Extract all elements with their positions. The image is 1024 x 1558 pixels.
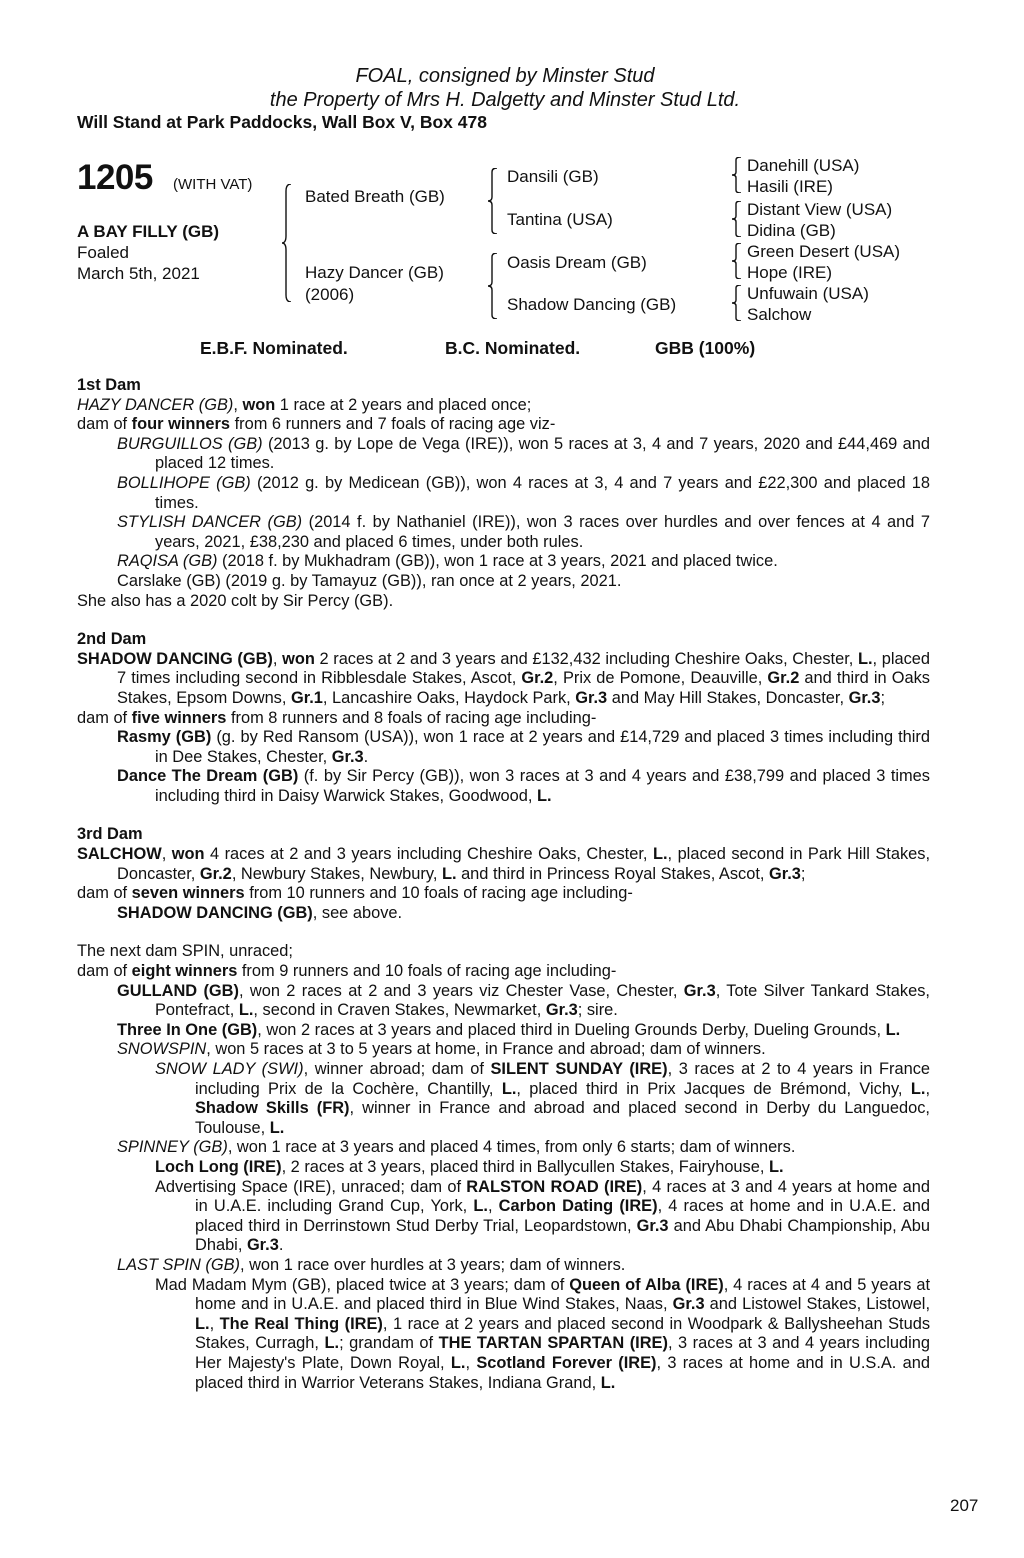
- entry-text: , 3 races at home and in U.S.A. and placed third in Warrior Veterans Stakes, Indiana Grand,: [195, 1353, 930, 1392]
- bold-text: Scotland Forever (IRE): [476, 1353, 657, 1372]
- progeny-entry: [77, 1158, 930, 1178]
- dam-section: [77, 630, 930, 806]
- bold-text: Gr.3: [246, 1236, 279, 1255]
- entry-text: , 4 races at 4 and 5 years at home and in U.A.E. and placed third in Blue Wind Stakes, Naas,: [195, 1275, 930, 1314]
- bold-text: L.: [195, 1314, 210, 1333]
- entry-text: and third in Princess Royal Stakes, Ascot,: [456, 864, 769, 883]
- bold-text: Gr.3: [575, 688, 608, 707]
- entry-text: (2018 f. by Mukhadram (GB)), won 1 race at 3 years, 2021 and placed twice.: [217, 552, 778, 571]
- bold-text: THE TARTAN SPARTAN (IRE): [438, 1334, 668, 1353]
- pedigree-brace: [731, 285, 743, 321]
- pedigree-brace: [487, 168, 499, 234]
- lot-description: A BAY FILLY (GB): [77, 222, 220, 241]
- bold-text: SILENT SUNDAY (IRE): [490, 1060, 668, 1078]
- bold-text: Gr.3: [848, 688, 881, 707]
- bold-text: L.: [652, 845, 668, 864]
- bold-text: L.: [910, 1079, 926, 1098]
- dam-section: [77, 376, 930, 611]
- pedigree-dam-year: (2006): [305, 285, 355, 304]
- entry-text: ;: [880, 688, 886, 707]
- progeny-entry: [77, 982, 930, 1021]
- section-heading: 2nd Dam: [77, 630, 147, 649]
- entry-text: dam of: [77, 708, 132, 727]
- entry-text: .: [363, 747, 369, 766]
- entry-text: Carslake (GB) (2019 g. by Tamayuz (GB)), ran once at 2 years, 2021.: [117, 571, 622, 590]
- entry-text: 4 races at 2 and 3 years including Cheshire Oaks, Chester,: [204, 845, 653, 864]
- entry-text: ; grandam of: [339, 1334, 439, 1353]
- bold-text: won: [282, 649, 315, 668]
- progeny-entry: [77, 884, 930, 904]
- bold-text: Gr.3: [545, 1001, 578, 1020]
- progeny-entry: [77, 1276, 930, 1394]
- entry-text: (f. by Sir Percy (GB)), won 3 races at 3 and 4 years and £38,799 and placed 3 times including third in Daisy Warwick Stakes, Goodwood,: [155, 767, 930, 805]
- pedigree-gen3: Green Desert (USA): [747, 242, 901, 261]
- entry-text: 2 races at 2 and 3 years and £132,432 including Cheshire Oaks, Chester,: [314, 649, 858, 668]
- ebf-nomination: E.B.F. Nominated.: [200, 338, 348, 358]
- bold-text: Carbon Dating (IRE): [498, 1197, 658, 1216]
- bold-text: L.: [324, 1334, 340, 1353]
- foaled-label: Foaled: [77, 243, 129, 262]
- italic-name: SPINNEY (GB): [117, 1138, 228, 1157]
- bold-text: L.: [269, 1118, 285, 1137]
- progeny-entry: [77, 572, 930, 592]
- bold-text: won: [242, 395, 276, 414]
- entry-text: , Prix de Pomone, Deauville,: [553, 669, 768, 688]
- bold-text: L.: [473, 1197, 488, 1216]
- progeny-entry: [77, 474, 930, 513]
- entry-text: , placed 7 times including second in Ribblesdale Stakes, Ascot,: [117, 649, 931, 688]
- pedigree-gen3: Unfuwain (USA): [747, 284, 869, 303]
- entry-text: Mad Madam Mym (GB), placed twice at 3 years; dam of: [155, 1275, 570, 1294]
- entry-text: , see above.: [312, 903, 403, 922]
- progeny-entry: [77, 1178, 930, 1256]
- bold-text: Gr.2: [767, 669, 800, 688]
- entry-text: ; sire.: [577, 1001, 618, 1020]
- progeny-entry: [77, 592, 930, 612]
- entry-text: 1 race at 2 years and placed once;: [275, 395, 532, 414]
- pedigree-brace: [281, 184, 293, 302]
- pedigree-brace: [731, 157, 743, 193]
- entry-text: (g. by Red Ransom (USA)), won 1 race at 2 years and £14,729 and placed 3 times including third in Dee Stakes, Chester,: [155, 728, 930, 766]
- entry-text: ,: [925, 1079, 930, 1098]
- pedigree-dam: Hazy Dancer (GB): [305, 263, 444, 282]
- progeny-entry: [77, 650, 930, 709]
- bold-text: L.: [501, 1079, 517, 1098]
- vat-note: (WITH VAT): [173, 176, 253, 193]
- pedigree-brace: [731, 201, 743, 237]
- entry-text: and May Hill Stakes, Doncaster,: [607, 688, 849, 707]
- entry-text: .: [278, 1236, 284, 1255]
- bold-text: L.: [450, 1353, 466, 1372]
- progeny-entry: [77, 1021, 930, 1041]
- entry-text: She also has a 2020 colt by Sir Percy (GB).: [77, 591, 394, 610]
- dam-section: [77, 825, 930, 923]
- pedigree-gen3: Hasili (IRE): [747, 177, 833, 196]
- entry-text: ,: [161, 845, 172, 864]
- progeny-entry: [77, 709, 930, 729]
- bold-text: L.: [857, 649, 873, 668]
- bold-text: L.: [238, 1001, 254, 1020]
- entry-text: ,: [465, 1353, 477, 1372]
- bc-nomination: B.C. Nominated.: [445, 338, 581, 358]
- entry-text: Advertising Space (IRE), unraced; dam of: [155, 1177, 467, 1196]
- pedigree-sire: Bated Breath (GB): [305, 187, 445, 206]
- entry-text: , Newbury Stakes, Newbury,: [231, 864, 442, 883]
- pedigree-sire-dam: Tantina (USA): [507, 210, 613, 229]
- entry-text: dam of: [77, 962, 132, 981]
- consignor-line: FOAL, consigned by Minster Stud: [355, 65, 655, 87]
- progeny-entry: [77, 942, 930, 962]
- italic-name: SNOW LADY (SWI): [155, 1060, 304, 1078]
- bold-text: Gr.3: [769, 864, 801, 883]
- progeny-entry: [77, 1060, 930, 1138]
- entry-text: (2012 g. by Medicean (GB)), won 4 races at 3, 4 and 7 years and £22,300 and placed 18 times.: [155, 473, 930, 512]
- italic-name: HAZY DANCER (GB): [77, 395, 234, 414]
- catalogue-body: [77, 376, 930, 1412]
- entry-text: , Lancashire Oaks, Haydock Park,: [322, 688, 576, 707]
- entry-text: (2013 g. by Lope de Vega (IRE)), won 5 races at 3, 4 and 7 years, 2020 and £44,469 and placed 12 times.: [155, 434, 930, 473]
- entry-text: , won 1 race at 3 years and placed 4 times, from only 6 starts; dam of winners.: [227, 1138, 796, 1157]
- italic-name: STYLISH DANCER (GB): [117, 513, 303, 532]
- bold-text: L.: [441, 864, 457, 883]
- bold-text: GULLAND (GB): [117, 981, 239, 1000]
- pedigree-dam-sire: Oasis Dream (GB): [507, 253, 647, 272]
- property-line: the Property of Mrs H. Dalgetty and Minster Stud Ltd.: [269, 89, 741, 111]
- bold-text: SALCHOW: [77, 845, 162, 864]
- bold-text: Gr.3: [331, 747, 364, 766]
- entry-text: , second in Craven Stakes, Newmarket,: [253, 1001, 546, 1020]
- entry-text: ,: [487, 1197, 499, 1216]
- italic-name: SNOWSPIN: [117, 1040, 207, 1059]
- entry-text: ,: [233, 395, 243, 414]
- bold-text: RALSTON ROAD (IRE): [466, 1177, 643, 1196]
- entry-text: , Tote Silver Tankard Stakes, Pontefract,: [155, 981, 930, 1020]
- entry-text: and Listowel Stakes, Listowel,: [704, 1295, 930, 1314]
- entry-text: , 4 races at home and in U.A.E. and placed third in Derrinstown Stud Derby Trial, Leopardstown,: [195, 1197, 931, 1235]
- lot-number: 1205: [77, 158, 153, 197]
- progeny-entry: [77, 552, 930, 572]
- entry-text: from 6 runners and 7 foals of racing age viz-: [230, 415, 556, 434]
- bold-text: Gr.3: [636, 1216, 669, 1235]
- bold-text: Gr.2: [199, 864, 232, 883]
- bold-text: SHADOW DANCING (GB): [77, 649, 273, 668]
- bold-text: seven winners: [131, 884, 245, 903]
- entry-text: , winner abroad; dam of: [303, 1060, 491, 1078]
- italic-name: RAQISA (GB): [117, 552, 218, 571]
- entry-text: , 3 races at 3 and 4 years including Her Majesty's Plate, Down Royal,: [195, 1334, 930, 1372]
- bold-text: Shadow Skills (FR): [195, 1099, 350, 1118]
- pedigree-gen3: Hope (IRE): [747, 263, 833, 282]
- bold-text: won: [171, 845, 205, 864]
- pedigree-gen3: Danehill (USA): [747, 156, 860, 175]
- progeny-entry: [77, 845, 930, 884]
- entry-text: and Abu Dhabi Championship, Abu Dhabi,: [195, 1216, 930, 1255]
- bold-text: Dance The Dream (GB): [117, 767, 299, 786]
- page-number: 207: [950, 1496, 979, 1515]
- pedigree-dam-dam: Shadow Dancing (GB): [507, 295, 677, 314]
- entry-text: , placed second in Park Hill Stakes, Doncaster,: [117, 845, 930, 883]
- entry-text: , 3 races at 2 to 4 years in France including Prix de la Cochère, Chantilly,: [195, 1060, 930, 1098]
- progeny-entry: [77, 396, 930, 416]
- progeny-entry: [77, 962, 930, 982]
- bold-text: four winners: [131, 415, 231, 434]
- bold-text: Gr.3: [672, 1295, 705, 1314]
- section-heading: 3rd Dam: [77, 825, 143, 844]
- bold-text: Queen of Alba (IRE): [569, 1275, 724, 1294]
- entry-text: (2014 f. by Nathaniel (IRE)), won 3 races over hurdles and over fences at 4 and 7 years, 2021, £38,230 and placed 6 times, under both rules.: [155, 513, 931, 551]
- stand-location: Will Stand at Park Paddocks, Wall Box V, Box 478: [77, 112, 487, 132]
- progeny-entry: [77, 435, 930, 474]
- entry-text: ;: [800, 864, 806, 883]
- pedigree-brace: [731, 243, 743, 279]
- bold-text: L.: [537, 786, 552, 805]
- entry-text: , 4 races at 3 and 4 years at home and in U.A.E. including Grand Cup, York,: [195, 1177, 931, 1216]
- dam-section: [77, 942, 930, 1393]
- italic-name: LAST SPIN (GB): [117, 1255, 240, 1274]
- entry-text: and third in Oaks Stakes, Epsom Downs,: [117, 669, 930, 707]
- entry-text: from 10 runners and 10 foals of racing age including-: [244, 884, 633, 903]
- entry-text: , won 5 races at 3 to 5 years at home, in France and abroad; dam of winners.: [206, 1040, 766, 1059]
- bold-text: Three In One (GB): [117, 1020, 258, 1039]
- entry-text: ,: [272, 649, 283, 668]
- progeny-entry: [77, 904, 930, 924]
- bold-text: Rasmy (GB): [117, 728, 212, 747]
- bold-text: L.: [768, 1157, 784, 1176]
- bold-text: eight winners: [131, 962, 238, 981]
- pedigree-sire-sire: Dansili (GB): [507, 167, 599, 186]
- bold-text: Gr.1: [291, 688, 323, 707]
- entry-text: , 2 races at 3 years, placed third in Ballycullen Stakes, Fairyhouse,: [281, 1157, 769, 1176]
- bold-text: five winners: [131, 708, 227, 727]
- entry-text: ,: [209, 1314, 220, 1333]
- bold-text: Loch Long (IRE): [155, 1157, 282, 1176]
- progeny-entry: [77, 1138, 930, 1158]
- progeny-entry: [77, 767, 930, 806]
- progeny-entry: [77, 1256, 930, 1276]
- pedigree-brace: [487, 253, 499, 319]
- entry-text: dam of: [77, 884, 132, 903]
- progeny-entry: [77, 513, 930, 552]
- entry-text: from 9 runners and 10 foals of racing age including-: [237, 962, 617, 981]
- foaled-date: March 5th, 2021: [77, 264, 200, 283]
- bold-text: L.: [885, 1020, 901, 1039]
- bold-text: SHADOW DANCING (GB): [117, 903, 313, 922]
- gbb-status: GBB (100%): [655, 338, 756, 358]
- progeny-entry: [77, 728, 930, 767]
- italic-name: BURGUILLOS (GB): [117, 434, 263, 453]
- entry-text: from 8 runners and 8 foals of racing age including-: [226, 708, 597, 727]
- entry-text: , won 2 races at 3 years and placed third in Dueling Grounds Derby, Dueling Grounds,: [257, 1020, 886, 1039]
- bold-text: L.: [600, 1373, 616, 1392]
- entry-text: , 1 race at 2 years and placed second in Woodpark & Ballysheehan Studs Stakes, Curragh,: [195, 1314, 931, 1353]
- italic-name: BOLLIHOPE (GB): [117, 473, 251, 492]
- progeny-entry: [77, 1040, 930, 1060]
- entry-text: , winner in France and abroad and placed second in Derby du Languedoc, Toulouse,: [195, 1099, 930, 1137]
- bold-text: Gr.2: [521, 669, 554, 688]
- pedigree-gen3: Didina (GB): [747, 221, 836, 240]
- pedigree-gen3: Distant View (USA): [747, 200, 893, 219]
- entry-text: , placed third in Prix Jacques de Brémond, Vichy,: [516, 1079, 911, 1098]
- bold-text: The Real Thing (IRE): [219, 1314, 383, 1333]
- entry-text: The next dam SPIN, unraced;: [77, 942, 293, 961]
- pedigree-gen3: Salchow: [747, 305, 812, 324]
- section-heading: 1st Dam: [77, 376, 141, 394]
- entry-text: , won 1 race over hurdles at 3 years; dam of winners.: [239, 1255, 626, 1274]
- progeny-entry: [77, 415, 930, 435]
- bold-text: Gr.3: [683, 981, 716, 1000]
- entry-text: dam of: [77, 415, 132, 434]
- entry-text: , won 2 races at 2 and 3 years viz Chester Vase, Chester,: [238, 981, 684, 1000]
